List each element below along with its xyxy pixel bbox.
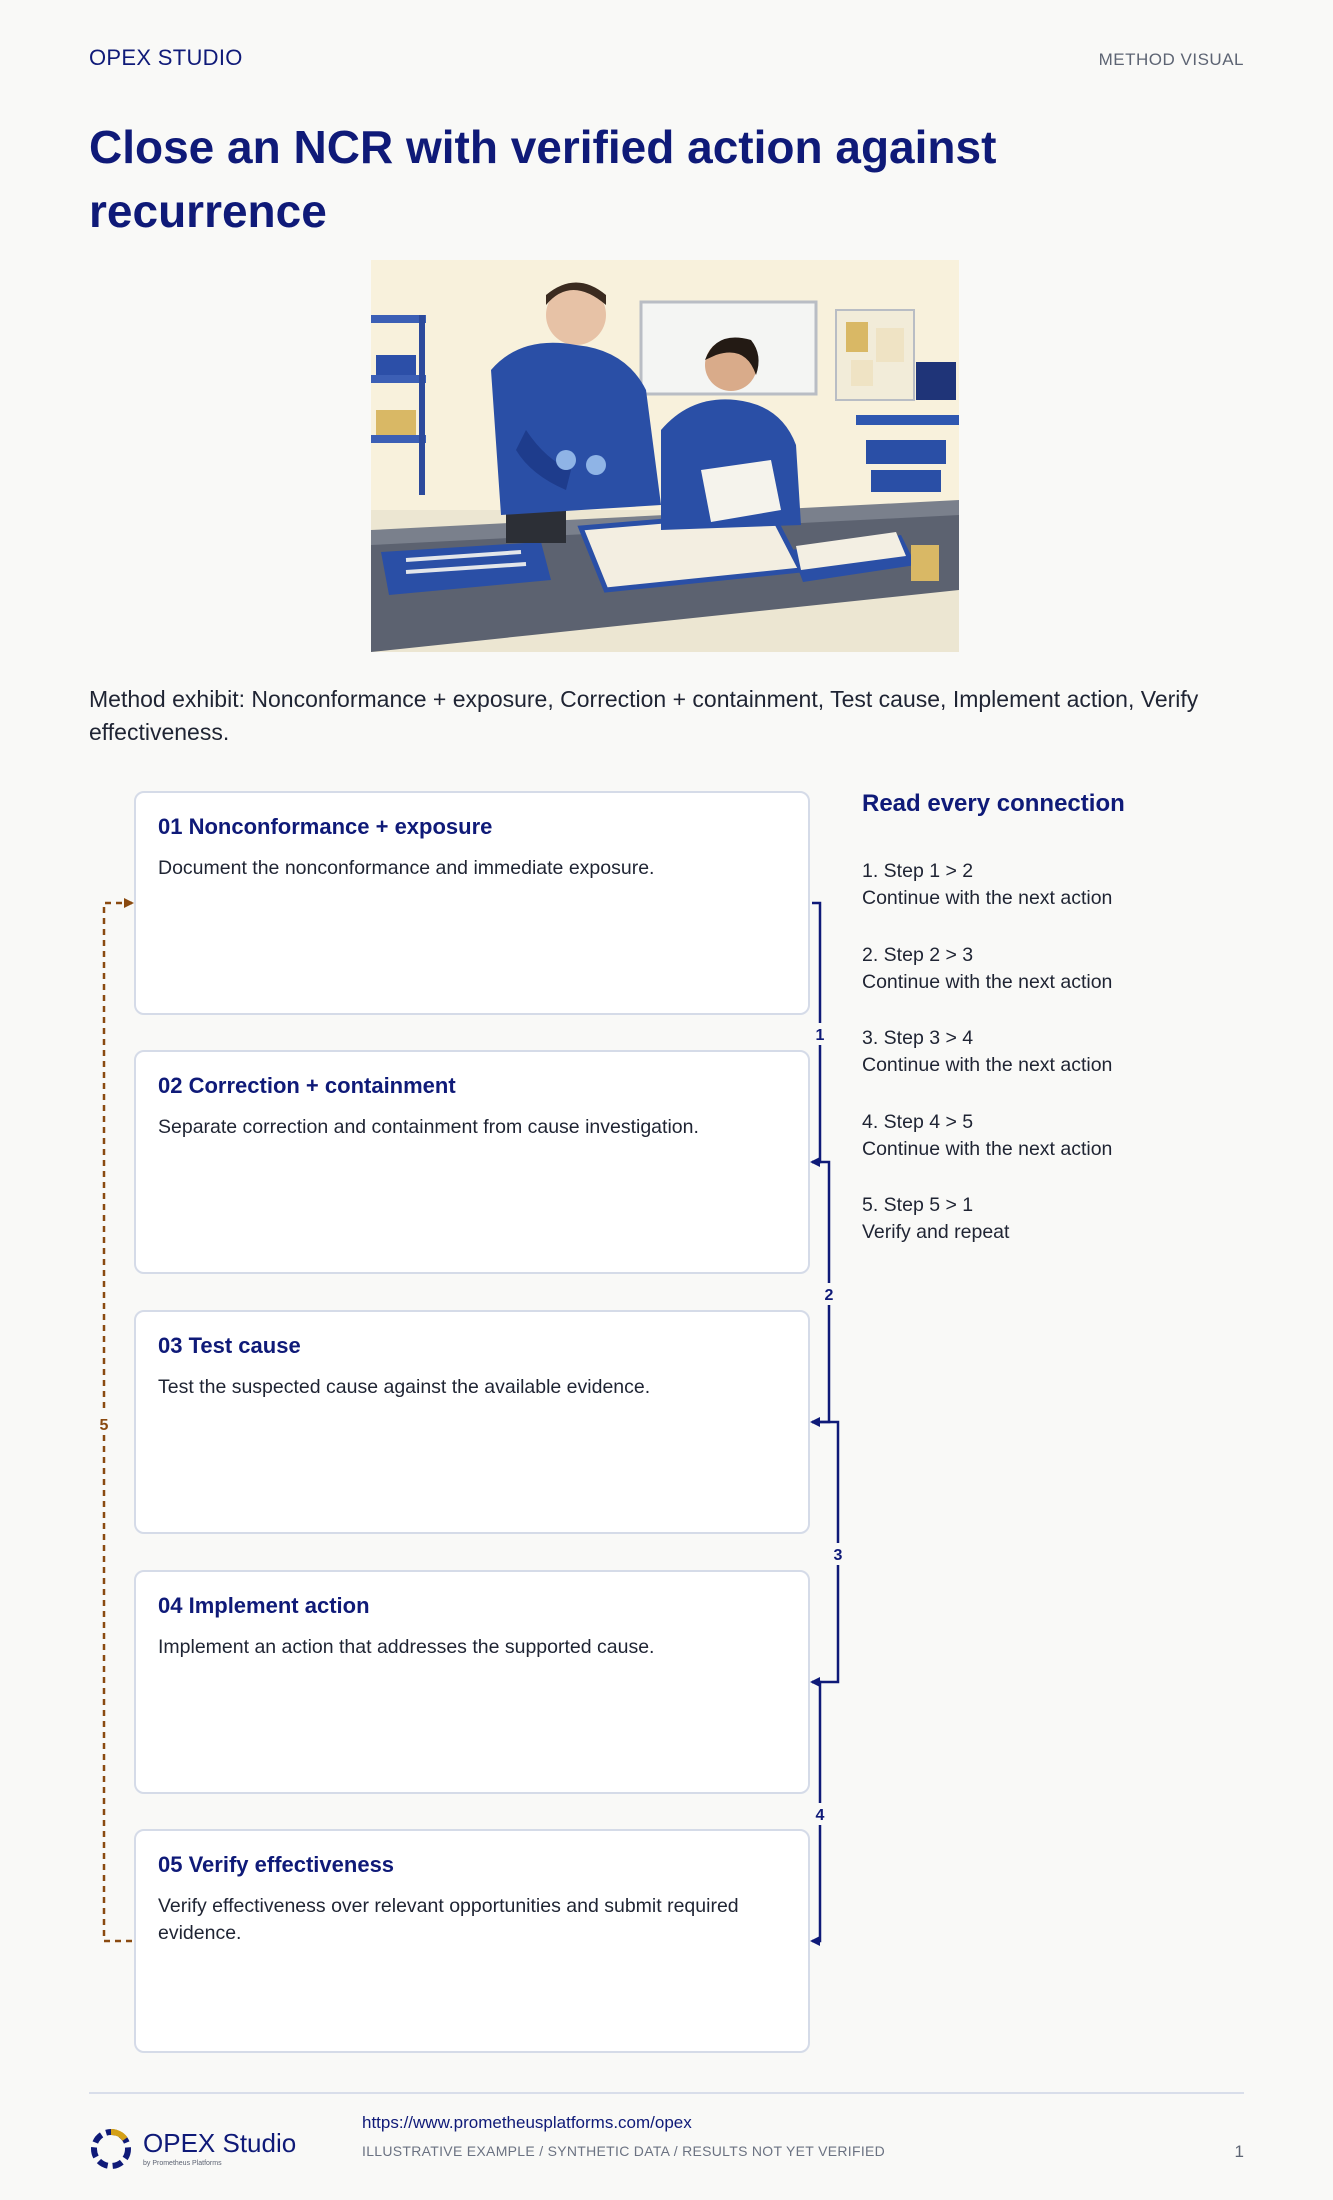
step-text: Test the suspected cause against the available evidence. — [158, 1376, 651, 1398]
brand-name: OPEX STUDIO — [89, 45, 243, 70]
opex-logo-icon — [89, 2127, 133, 2171]
connector-label-5: 5 — [99, 1417, 109, 1434]
connector-label-2: 2 — [824, 1287, 834, 1304]
connection-label: 2. Step 2 > 3 — [862, 944, 974, 966]
connection-item-3 — [862, 1025, 1262, 1079]
connection-label: 5. Step 5 > 1 — [862, 1194, 974, 1216]
connections-title: Read every connection — [862, 790, 1125, 817]
connection-item-1 — [862, 858, 1262, 912]
step-title: 04 Implement action — [158, 1593, 370, 1618]
connection-text: Continue with the next action — [862, 971, 1113, 993]
page-title: Close an NCR with verified action against recurrence — [89, 121, 997, 237]
step-title: 05 Verify effectiveness — [158, 1852, 395, 1877]
footer-url-link[interactable]: https://www.prometheusplatforms.com/opex — [362, 2113, 692, 2132]
step-text: Document the nonconformance and immediate exposure. — [158, 857, 655, 879]
connection-item-2 — [862, 942, 1262, 996]
step-text: Separate correction and containment from cause investigation. — [158, 1116, 699, 1138]
step-text: Implement an action that addresses the supported cause. — [158, 1636, 655, 1658]
connection-item-5 — [862, 1192, 1262, 1246]
connector-label-3: 3 — [833, 1547, 843, 1564]
connector-label-1: 1 — [815, 1027, 825, 1044]
page-number: 1 — [1234, 2142, 1244, 2161]
footer-divider — [89, 2092, 1244, 2094]
connector-label-4: 4 — [815, 1807, 825, 1824]
step-title: 01 Nonconformance + exposure — [158, 814, 493, 839]
footer-logo-sub: by Prometheus Platforms — [143, 2160, 222, 2167]
connection-label: 4. Step 4 > 5 — [862, 1111, 974, 1133]
method-caption: Method exhibit: Nonconformance + exposure, Correction + containment, Test cause, Implement action, Verify effectiveness. — [89, 686, 1199, 745]
connection-label: 1. Step 1 > 2 — [862, 860, 974, 882]
connection-text: Verify and repeat — [862, 1221, 1010, 1243]
footer-logo-text: OPEX Studio — [143, 2128, 297, 2158]
footer-disclaimer: ILLUSTRATIVE EXAMPLE / SYNTHETIC DATA / RESULTS NOT YET VERIFIED — [362, 2143, 886, 2159]
step-title: 03 Test cause — [158, 1333, 301, 1358]
connection-text: Continue with the next action — [862, 1138, 1113, 1160]
connection-item-4 — [862, 1109, 1262, 1163]
connection-text: Continue with the next action — [862, 887, 1113, 909]
step-title: 02 Correction + containment — [158, 1073, 456, 1098]
section-label: METHOD VISUAL — [1098, 50, 1244, 69]
step-text: Verify effectiveness over relevant opportunities and submit required evidence. — [158, 1895, 739, 1944]
connection-text: Continue with the next action — [862, 1054, 1113, 1076]
connection-label: 3. Step 3 > 4 — [862, 1027, 974, 1049]
